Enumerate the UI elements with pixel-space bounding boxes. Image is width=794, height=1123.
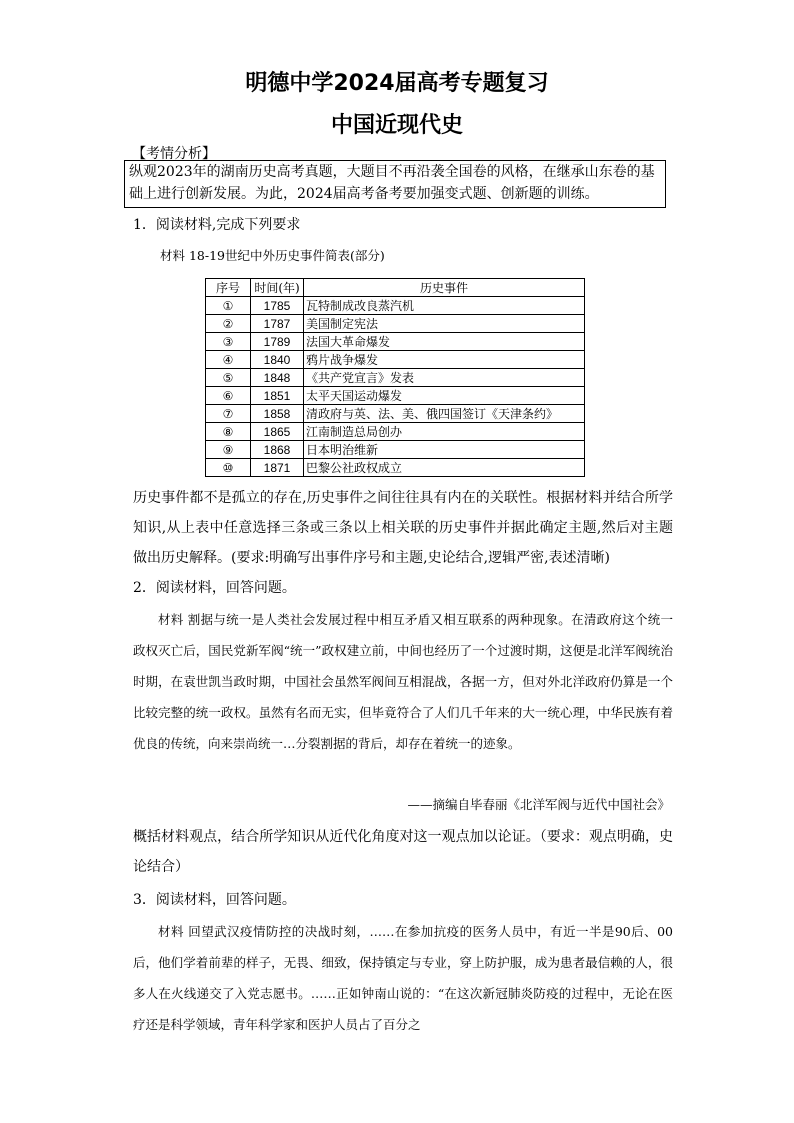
- table-row: [206, 405, 585, 423]
- row-year: 1789: [251, 333, 304, 351]
- page-title: 明德中学2024届高考专题复习: [245, 71, 549, 96]
- row-no: ⑨: [206, 441, 251, 459]
- table-header-row: [206, 279, 585, 297]
- table-row: [206, 351, 585, 369]
- row-year: 1840: [251, 351, 304, 369]
- table-row: [206, 333, 585, 351]
- row-no: ⑦: [206, 405, 251, 423]
- row-event: 巴黎公社政权成立: [304, 459, 585, 477]
- row-event: 瓦特制成改良蒸汽机: [304, 297, 585, 315]
- header-event: 历史事件: [304, 279, 585, 297]
- q1-table-caption: 材料 18-19世纪中外历史事件简表(部分): [160, 248, 385, 263]
- row-year: 1868: [251, 441, 304, 459]
- row-year: 1858: [251, 405, 304, 423]
- q2-source: ——摘编自毕春丽《北洋军阀与近代中国社会》: [407, 797, 670, 812]
- row-year: 1865: [251, 423, 304, 441]
- row-no: ⑧: [206, 423, 251, 441]
- row-event: 太平天国运动爆发: [304, 387, 585, 405]
- page-subtitle: 中国近现代史: [330, 113, 463, 138]
- row-no: ⑤: [206, 369, 251, 387]
- analysis-text: 纵观2023年的湖南历史高考真题，大题目不再沿袭全国卷的风格，在继承山东卷的基础上进行创新发展。为此，2024届高考备考要加强变式题、创新题的训练。: [129, 164, 655, 202]
- row-no: ①: [206, 297, 251, 315]
- table-row: [206, 315, 585, 333]
- row-event: 鸦片战争爆发: [304, 351, 585, 369]
- analysis-box: [124, 160, 666, 208]
- header-year: 时间(年): [251, 279, 304, 297]
- row-event: 法国大革命爆发: [304, 333, 585, 351]
- row-event: 清政府与英、法、美、俄四国签订《天津条约》: [304, 405, 585, 423]
- header-no: 序号: [206, 279, 251, 297]
- row-no: ⑩: [206, 459, 251, 477]
- row-no: ⑥: [206, 387, 251, 405]
- row-year: 1787: [251, 315, 304, 333]
- row-event: 美国制定宪法: [304, 315, 585, 333]
- row-event: 江南制造总局创办: [304, 423, 585, 441]
- table-row: [206, 423, 585, 441]
- table-row: [206, 459, 585, 477]
- row-no: ②: [206, 315, 251, 333]
- row-no: ④: [206, 351, 251, 369]
- table-row: [206, 297, 585, 315]
- q2-heading: 2．阅读材料，回答问题。: [133, 580, 296, 596]
- row-year: 1851: [251, 387, 304, 405]
- analysis-label: 【考情分析】: [132, 146, 216, 162]
- row-year: 1871: [251, 459, 304, 477]
- row-no: ③: [206, 333, 251, 351]
- events-table: [205, 278, 585, 477]
- table-row: [206, 387, 585, 405]
- table-row: [206, 369, 585, 387]
- q2-material: 材料 割据与统一是人类社会发展过程中相互矛盾又相互联系的两种现象。在清政府这个统一政权灭亡后，国民党新军阀“统一”政权建立前，中间也经历了一个过渡时期，这便是北洋军阀统治时期，在袁世凯当政时期，中国社会虽然军阀间互相混战，各据一方，但对外北洋政府仍算是一个比较完整的统一政权。虽然有名而无实，但毕竟符合了人们几千年来的大一统心理，中华民族有着优良的传统，向来崇尚统一…分裂割据的背后，却存在着统一的迹象。: [133, 612, 673, 751]
- row-year: 1785: [251, 297, 304, 315]
- row-event: 《共产党宣言》发表: [304, 369, 585, 387]
- table-row: [206, 441, 585, 459]
- q1-question: 历史事件都不是孤立的存在,历史事件之间往往具有内在的关联性。根据材料并结合所学知识,从上表中任意选择三条或三条以上相关联的历史事件并据此确定主题,然后对主题做出历史解释。(要求:明确写出事件序号和主题,史论结合,逻辑严密,表述清晰): [133, 490, 673, 566]
- q3-material: 材料 回望武汉疫情防控的决战时刻，……在参加抗疫的医务人员中，有近一半是90后、00后，他们学着前辈的样子，无畏、细致，保持镇定与专业，穿上防护服，成为患者最信赖的人，很多人在火线递交了入党志愿书。……正如钟南山说的：“在这次新冠肺炎防疫的过程中，无论在医疗还是科学领域，青年科学家和医护人员占了百分之: [133, 924, 673, 1032]
- q3-heading: 3．阅读材料，回答问题。: [133, 892, 296, 908]
- row-event: 日本明治维新: [304, 441, 585, 459]
- q2-question: 概括材料观点，结合所学知识从近代化角度对这一观点加以论证。（要求：观点明确，史论结合）: [133, 829, 673, 875]
- q1-heading: 1．阅读材料,完成下列要求: [133, 217, 301, 233]
- row-year: 1848: [251, 369, 304, 387]
